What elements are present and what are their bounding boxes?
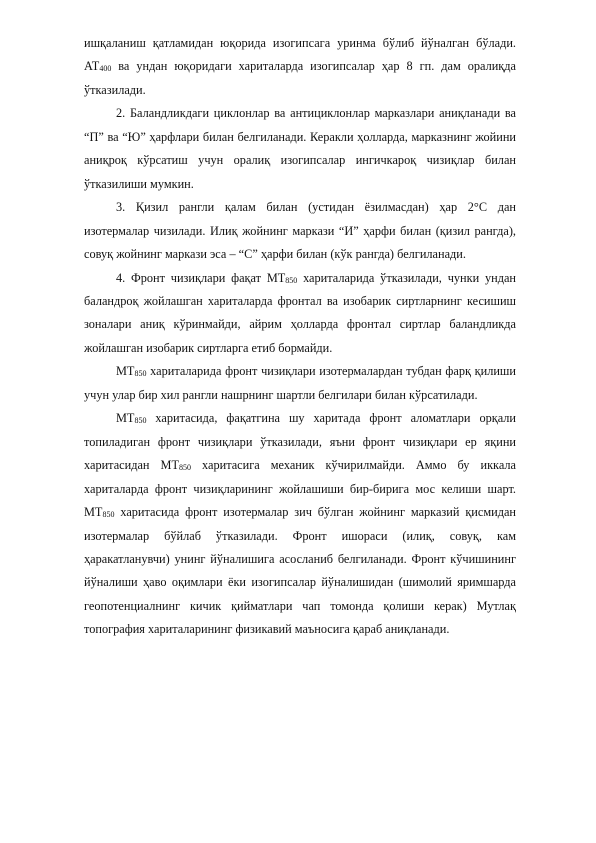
paragraph-text: хариталарида ўтказилади, чунки ундан баландроқ жойлашган хариталарда фронтал ва изобарик сиртларнинг кесишиш зоналари аниқ кўринмайди, айрим ҳолларда фронтал сиртлар баландликда жойлашган изобарик сиртларга етиб бормайди. <box>84 270 516 355</box>
subscript-text: 850 <box>134 369 147 379</box>
paragraph-2 <box>84 102 516 196</box>
paragraph-1 <box>84 32 516 102</box>
subscript-text: 850 <box>285 275 298 285</box>
paragraph-4 <box>84 267 516 361</box>
paragraph-text: МТ <box>116 364 135 379</box>
paragraph-5 <box>84 360 516 407</box>
subscript-text: 850 <box>178 463 191 473</box>
paragraph-text: хариталарида фронт чизиқлари изотермалардан тубдан фарқ қилиши учун улар бир хил рангли нашрнинг шартли белгилари билан кўрсатилади. <box>84 364 516 402</box>
paragraph-text: ва ундан юқоридаги хариталарда изогипсалар ҳар 8 гп. дам оралиқда ўтказилади. <box>84 59 516 97</box>
subscript-text: 400 <box>99 64 112 74</box>
paragraph-text: МТ <box>116 411 135 426</box>
paragraph-text: ишқаланиш қатламидан юқорида изогипсага уринма бўлиб йўналган бўлади. АТ <box>84 36 516 74</box>
paragraph-text: харитасида, фақатгина шу харитада фронт аломатлари орқали топиладиган фронт чизиқлари ўтказилади, яъни фронт чизиқлари ер яқини харитасидан МТ <box>84 411 516 473</box>
document-page <box>84 32 516 642</box>
paragraph-6 <box>84 407 516 642</box>
paragraph-text: 2. Баландликдаги циклонлар ва антициклонлар марказлари аниқланади ва “П” ва “Ю” ҳарфлари билан белгиланади. Керакли ҳолларда, марказнинг жойини аниқроқ кўрсатиш учун оралиқ изогипсалар ингичкароқ чизиқлар билан ўтказилиши мумкин. <box>84 106 516 191</box>
paragraph-text: харитасида фронт изотермалар зич бўлган жойнинг марказий қисмидан изотермалар бўйлаб ўтказилади. Фронт ишораси (илиқ, совуқ, кам ҳаракатланувчи) унинг йўналишига асосланиб белгиланади. Фронт кўчишининг йўналиши ҳаво оқимлари ёки изогипсалар йўналишидан (шимолий яримшарда геопотенциалнинг кичик қийматлари чап томонда қолиши керак) Мутлақ топография хариталарининг физикавий маъносига қараб аниқланади. <box>84 505 516 637</box>
paragraph-3 <box>84 196 516 266</box>
paragraph-text: харитасига механик кўчирилмайди. Аммо бу иккала хариталарда фронт чизиқларининг жойлашиши бир-бирига мос келиши шарт. МТ <box>84 458 517 520</box>
subscript-text: 850 <box>134 416 147 426</box>
subscript-text: 850 <box>102 510 115 520</box>
paragraph-text: 3. Қизил рангли қалам билан (устидан ёзилмасдан) ҳар 2°С дан изотермалар чизилади. Илиқ жойнинг маркази “И” ҳарфи билан (қизил рангда), совуқ жойнинг маркази эса – “С” ҳарфи билан (кўк рангда) белгиланади. <box>84 200 516 262</box>
paragraph-text: 4. Фронт чизиқлари фақат МТ <box>116 270 286 285</box>
